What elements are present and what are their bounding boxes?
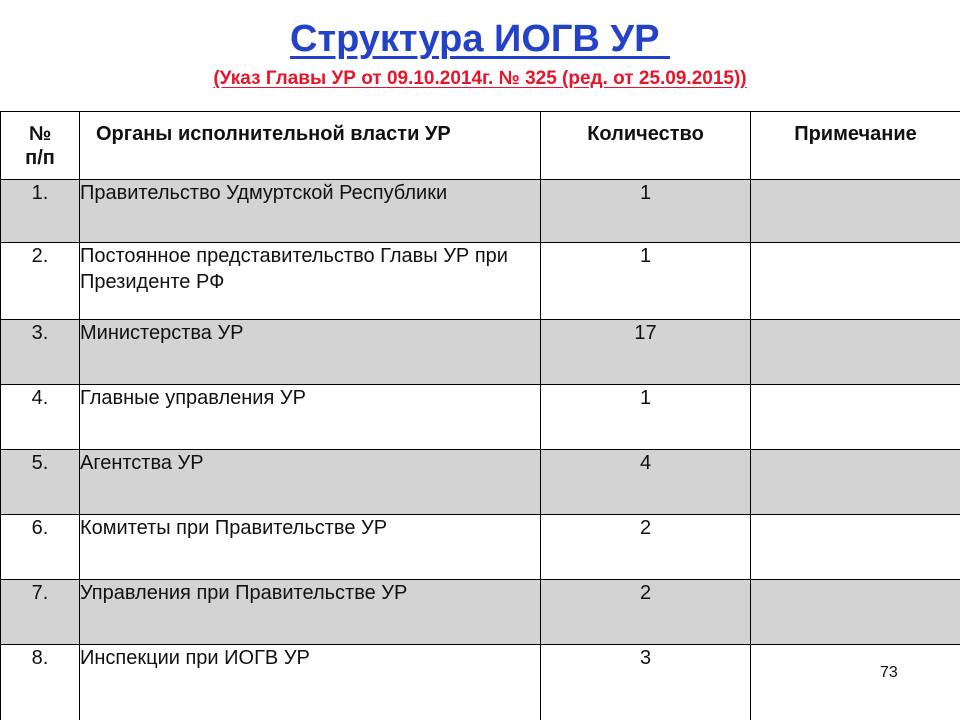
column-header-number-label: № п/п [25,123,55,169]
row-number: 4. [1,385,80,450]
row-number: 7. [1,580,80,645]
table-row [1,580,960,645]
row-note [751,645,960,720]
row-organ-name: Постоянное представительство Главы УР при Президенте РФ [80,243,541,320]
row-note [751,180,960,243]
row-quantity: 1 [541,385,751,450]
row-quantity: 17 [541,320,751,385]
row-organ-name: Комитеты при Правительстве УР [80,515,541,580]
row-note [751,320,960,385]
column-header-note: Примечание [751,112,960,180]
row-organ-name: Агентства УР [80,450,541,515]
row-organ-name: Министерства УР [80,320,541,385]
table-row [1,645,960,720]
row-quantity: 3 [541,645,751,720]
row-number: 8. [1,645,80,720]
table-row [1,180,960,243]
row-note [751,450,960,515]
row-note [751,385,960,450]
org-structure-table [0,111,960,720]
row-quantity: 4 [541,450,751,515]
row-number: 3. [1,320,80,385]
table-header-row [1,112,960,180]
row-number: 6. [1,515,80,580]
row-organ-name: Управления при Правительстве УР [80,580,541,645]
page-title: Структура ИОГВ УР [290,18,670,60]
page-subtitle: (Указ Главы УР от 09.10.2014г. № 325 (ред. от 25.09.2015)) [213,68,747,89]
table-row [1,450,960,515]
row-number: 2. [1,243,80,320]
table-row [1,385,960,450]
row-number: 5. [1,450,80,515]
row-quantity: 2 [541,580,751,645]
table-row [1,515,960,580]
table-row [1,243,960,320]
row-quantity: 2 [541,515,751,580]
row-quantity: 1 [541,243,751,320]
row-note [751,580,960,645]
row-note [751,243,960,320]
column-header-number [1,112,80,180]
table-row [1,320,960,385]
row-organ-name: Инспекции при ИОГВ УР [80,645,541,720]
row-note [751,515,960,580]
column-header-organ: Органы исполнительной власти УР [80,112,541,180]
row-organ-name: Главные управления УР [80,385,541,450]
row-quantity: 1 [541,180,751,243]
page-number: 73 [880,664,898,681]
column-header-quantity: Количество [541,112,751,180]
row-number: 1. [1,180,80,243]
row-organ-name: Правительство Удмуртской Республики [80,180,541,243]
